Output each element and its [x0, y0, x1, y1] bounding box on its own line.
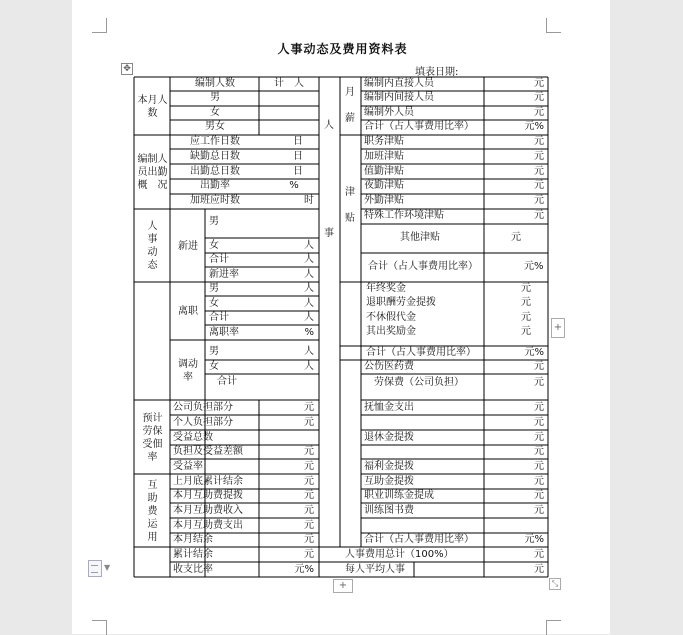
- row-label: 合计（占人事费用比率）: [364, 534, 474, 545]
- group-monthly-pay-2: 薪: [345, 113, 355, 124]
- group-actual-people: 本月人数: [137, 94, 168, 119]
- row-unit: 元: [521, 283, 531, 294]
- row-unit: 元: [534, 432, 544, 443]
- row-unit: 元%: [524, 261, 544, 272]
- group-mutual: 互助费运用: [147, 479, 158, 543]
- row-unit: 元: [534, 461, 544, 472]
- group-dynamics: 人 事 动 态: [147, 221, 168, 271]
- resize-handle-icon[interactable]: ⤡: [549, 578, 561, 590]
- row-label: 职业训练金提成: [364, 490, 434, 501]
- row-label: 不休假代金: [366, 312, 416, 323]
- row-label: 累计结余: [173, 549, 213, 560]
- row-label: 编制内直接人员: [364, 78, 434, 89]
- row-label: 本月互助费提拨: [173, 490, 243, 501]
- row-unit: 元: [534, 417, 544, 428]
- total-unit: 元: [534, 549, 544, 560]
- row-unit: 元: [511, 232, 521, 243]
- row-label: 应工作日数: [190, 136, 240, 147]
- row-unit: 元: [534, 361, 544, 372]
- row-unit: 元: [534, 505, 544, 516]
- row-label: 值勤津贴: [364, 166, 404, 177]
- row-label: 男: [209, 216, 219, 227]
- chevron-down-icon[interactable]: ▼: [104, 563, 111, 572]
- row-label: 合计（占人事费用比率）: [364, 121, 474, 132]
- row-label: 合计: [209, 254, 229, 265]
- row-unit: %: [304, 327, 314, 338]
- row-label: 合计: [217, 376, 237, 387]
- row-label: 男: [209, 283, 219, 294]
- row-unit: 元: [534, 195, 544, 206]
- move-handle-icon[interactable]: ✥: [121, 63, 133, 75]
- group-allowance-1: 津: [345, 187, 355, 198]
- row-label: 公司负担部分: [173, 402, 233, 413]
- row-unit: 元: [304, 505, 314, 516]
- sub-transfer: 调动率: [178, 358, 198, 383]
- row-label: 女: [210, 107, 220, 118]
- row-unit: 计 人: [274, 78, 304, 89]
- row-unit: 人: [304, 361, 314, 372]
- group-attendance: 编制人员出勤概 况: [137, 154, 168, 191]
- row-label: 年终奖金: [366, 283, 406, 294]
- row-label: 合计（占人事费用比率）: [366, 347, 476, 358]
- row-label: 外勤津贴: [364, 195, 404, 206]
- avg-unit: 元: [534, 564, 544, 575]
- row-unit: 人: [304, 312, 314, 323]
- row-unit: 时: [304, 195, 314, 206]
- row-unit: 人: [304, 298, 314, 309]
- row-label: 女: [209, 240, 219, 251]
- section-label-shi: 事: [324, 228, 334, 239]
- row-label: 退休金提拨: [364, 432, 414, 443]
- row-unit: 元: [304, 520, 314, 531]
- row-unit: 日: [293, 151, 303, 162]
- row-label: 训练图书费: [364, 505, 414, 516]
- row-unit: 元%: [294, 564, 314, 575]
- row-unit: 日: [293, 166, 303, 177]
- row-unit: 元%: [524, 534, 544, 545]
- section-label-ren: 人: [324, 120, 334, 131]
- row-label: 劳保费（公司负担）: [374, 377, 464, 388]
- group-insurance: 预计劳保受佃率: [142, 412, 163, 463]
- row-label: 个人负担部分: [173, 417, 233, 428]
- row-unit: 元: [304, 476, 314, 487]
- row-unit: 人: [304, 254, 314, 265]
- row-label: 收支比率: [173, 564, 213, 575]
- row-label: 男女: [205, 121, 225, 132]
- row-unit: 元: [534, 78, 544, 89]
- row-unit: 人: [304, 269, 314, 280]
- row-label: 受益总数: [173, 432, 213, 443]
- row-label: 女: [209, 298, 219, 309]
- row-label: 福利金提拨: [364, 461, 414, 472]
- add-row-icon[interactable]: +: [333, 579, 353, 593]
- sub-new: 新进: [178, 240, 198, 252]
- row-unit: 元: [521, 312, 531, 323]
- page-title: 人事动态及费用资料表: [277, 42, 408, 56]
- row-unit: 元: [304, 402, 314, 413]
- row-label: 男: [210, 92, 220, 103]
- row-unit: 元: [534, 166, 544, 177]
- avg-label: 每人平均人事: [345, 564, 405, 575]
- row-label: 上月底累计结余: [173, 476, 243, 487]
- row-label: 女: [209, 361, 219, 372]
- row-unit: 元: [534, 151, 544, 162]
- row-label: 合计（占人事费用比率）: [368, 261, 478, 272]
- row-unit: 元%: [524, 121, 544, 132]
- row-unit: 元: [534, 476, 544, 487]
- row-unit: 日: [293, 136, 303, 147]
- row-unit: 元: [304, 461, 314, 472]
- row-unit: 人: [304, 346, 314, 357]
- group-allowance-2: 贴: [345, 213, 355, 224]
- row-label: 新进率: [209, 269, 239, 280]
- row-label: 受益率: [173, 461, 203, 472]
- row-unit: 元: [534, 490, 544, 501]
- row-unit: 元: [534, 402, 544, 413]
- row-label: 本月互助费收入: [173, 505, 243, 516]
- row-label: 编制内间接人员: [364, 92, 434, 103]
- row-label: 特殊工作环境津贴: [364, 210, 444, 221]
- row-label: 编制人数: [195, 78, 235, 89]
- row-label: 本月互助费支出: [173, 520, 243, 531]
- row-unit: 元: [304, 490, 314, 501]
- row-unit: 元: [304, 534, 314, 545]
- row-unit: 元: [534, 210, 544, 221]
- row-label: 公伤医药费: [364, 361, 414, 372]
- row-unit: 元: [534, 136, 544, 147]
- row-label: 编制外人员: [364, 107, 414, 118]
- row-unit: 元: [304, 446, 314, 457]
- row-unit: %: [289, 180, 299, 191]
- row-label: 退职酬劳金提拨: [366, 297, 436, 308]
- row-unit: 元: [534, 92, 544, 103]
- fill-date-label: 填表日期:: [415, 67, 459, 78]
- row-label: 互助金提拨: [364, 476, 414, 487]
- row-label: 缺勤总日数: [190, 151, 240, 162]
- row-unit: 人: [304, 283, 314, 294]
- row-label: 出勤率: [200, 180, 230, 191]
- group-monthly-pay-1: 月: [345, 87, 355, 98]
- row-label: 合计: [209, 312, 229, 323]
- row-unit: 元: [521, 326, 531, 337]
- row-label: 加班津贴: [364, 151, 404, 162]
- total-label: 人事费用总计（100%）: [345, 549, 454, 560]
- row-label: 职务津贴: [364, 136, 404, 147]
- row-unit: 人: [304, 240, 314, 251]
- row-label: 负担及受益差额: [173, 446, 243, 457]
- row-unit: 元: [534, 107, 544, 118]
- row-label: 其出奖励金: [366, 326, 416, 337]
- row-label: 男: [209, 346, 219, 357]
- row-label: 夜勤津贴: [364, 180, 404, 191]
- row-unit: 元: [534, 446, 544, 457]
- row-label: 出勤总日数: [190, 166, 240, 177]
- row-unit: 元: [304, 549, 314, 560]
- row-unit: 元: [304, 417, 314, 428]
- row-unit: 元: [534, 180, 544, 191]
- row-label: 离职率: [209, 327, 239, 338]
- row-unit: 元: [521, 297, 531, 308]
- sub-leave: 离职: [178, 306, 198, 317]
- add-column-icon[interactable]: +: [551, 318, 565, 338]
- row-unit: 元: [534, 377, 544, 388]
- row-label: 加班应时数: [190, 195, 240, 206]
- row-unit: 元%: [524, 347, 544, 358]
- row-label: 其他津贴: [400, 232, 440, 243]
- row-label: 本月结余: [173, 534, 213, 545]
- row-label: 抚恤金支出: [364, 402, 414, 413]
